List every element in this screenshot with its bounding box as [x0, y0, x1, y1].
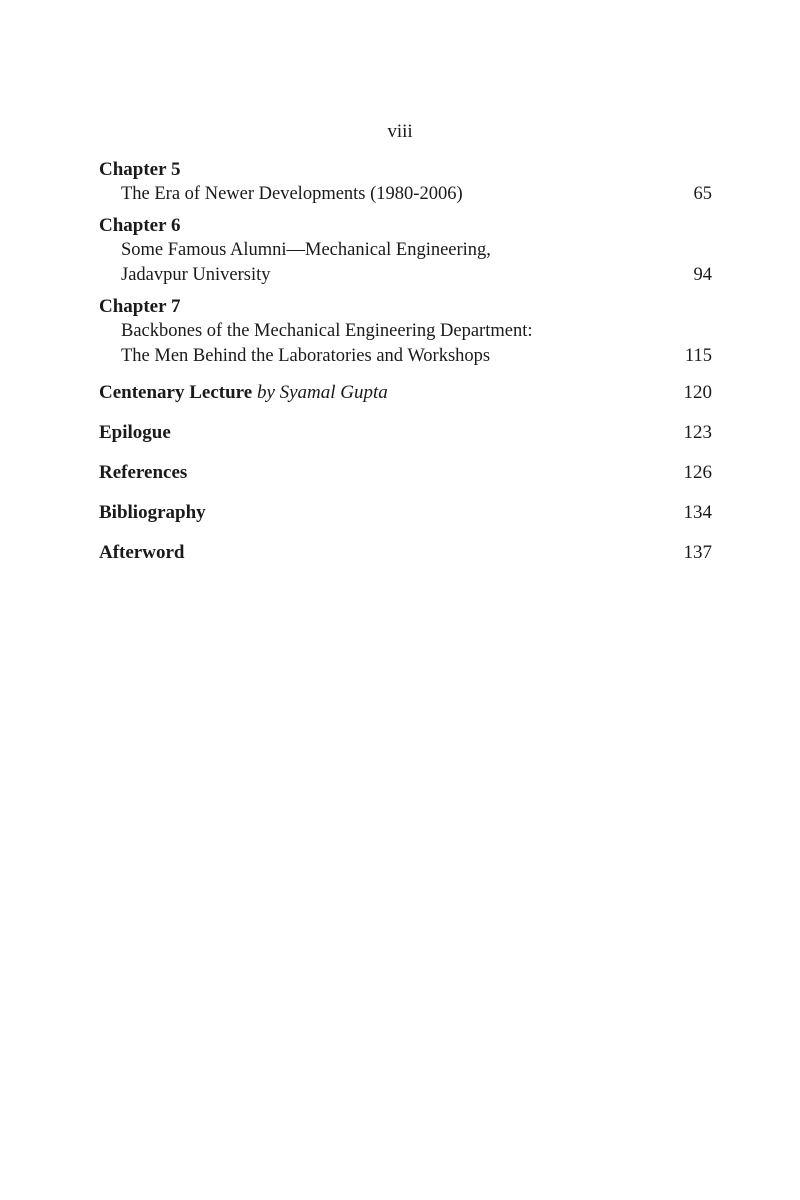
toc-section-epilogue[interactable]: [99, 421, 712, 445]
section-title: Afterword: [99, 542, 185, 563]
chapter-label: Chapter 7: [99, 296, 181, 317]
section-page-number: 137: [683, 542, 712, 563]
section-page-number: 134: [683, 502, 712, 523]
toc-chapter-6: [99, 214, 712, 288]
chapter-label: Chapter 6: [99, 215, 181, 236]
toc-section-centenary-lecture[interactable]: [99, 381, 712, 405]
section-title: References: [99, 462, 188, 483]
toc-section-afterword[interactable]: [99, 541, 712, 565]
toc-entry[interactable]: [99, 182, 712, 207]
page-number: viii: [387, 121, 413, 142]
entry-title: Backbones of the Mechanical Engineering Department: The Men Behind the Laboratories and Workshops: [121, 321, 533, 366]
toc-entry[interactable]: [99, 319, 712, 369]
entry-title: Some Famous Alumni—Mechanical Engineering, Jadavpur University: [121, 240, 491, 285]
toc-entry[interactable]: [99, 238, 712, 288]
toc-chapter-7: [99, 295, 712, 369]
entry-title: The Era of Newer Developments (1980-2006): [121, 184, 463, 204]
table-of-contents: [99, 158, 712, 581]
section-title: [99, 381, 388, 405]
section-title: Bibliography: [99, 502, 206, 523]
chapter-label: Chapter 5: [99, 159, 181, 180]
section-byline: by Syamal Gupta: [256, 382, 388, 403]
toc-chapter-5: [99, 158, 712, 207]
section-title: Epilogue: [99, 422, 171, 443]
entry-page-number: 94: [693, 265, 712, 285]
section-page-number: 120: [683, 382, 712, 403]
toc-section-references[interactable]: [99, 461, 712, 485]
entry-page-number: 65: [693, 184, 712, 204]
section-page-number: 126: [683, 462, 712, 483]
section-title-text: Centenary Lecture: [99, 382, 253, 403]
section-page-number: 123: [683, 422, 712, 443]
toc-section-bibliography[interactable]: [99, 501, 712, 525]
entry-page-number: 115: [684, 346, 712, 366]
